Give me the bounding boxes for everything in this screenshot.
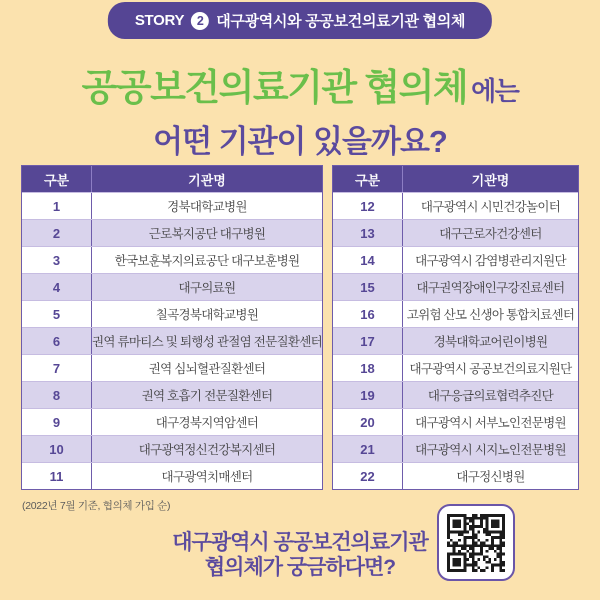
table-body [22,192,322,489]
footnote: (2022년 7월 기준, 협의체 가입 순) [22,500,171,512]
table-row [333,246,578,273]
table-row [333,300,578,327]
row-number: 10 [22,436,92,462]
institution-name: 경북대학교어린이병원 [433,335,548,349]
row-number: 19 [333,382,403,408]
qr-code [437,504,515,581]
table-row [22,462,322,489]
institution-name: 대구정신병원 [456,470,525,484]
institution-name: 대구광역시 감염병관리지원단 [415,254,566,268]
institution-table-left [21,165,323,490]
table-row [333,273,578,300]
institution-name: 대구광역정신건강복지센터 [138,443,276,457]
story-badge-prefix: STORY [134,12,185,29]
table-row [333,381,578,408]
page-title [0,57,600,161]
table-row [333,408,578,435]
row-number: 14 [333,247,403,273]
institution-name: 고위험 산모 신생아 통합치료센터 [406,308,575,322]
table-row [22,381,322,408]
institution-name: 권역 류마티스 및 퇴행성 관절염 전문질환센터 [92,335,322,349]
table-row [22,327,322,354]
row-number: 8 [22,382,92,408]
row-number: 5 [22,301,92,327]
title-highlight: 공공보건의료기관 협의체 [81,67,468,108]
story-badge-title: 대구광역시와 공공보건의료기관 협의체 [216,13,466,30]
table-row [22,192,322,219]
table-header-row [333,166,578,192]
story-number: 2 [196,13,204,28]
institution-name: 권역 심뇌혈관질환센터 [148,362,266,376]
story-badge [108,2,492,39]
row-number: 6 [22,328,92,354]
table-row [22,219,322,246]
row-number: 22 [333,463,403,489]
row-number: 20 [333,409,403,435]
table-header-row [22,166,322,192]
row-number: 18 [333,355,403,381]
institution-name: 대구근로자건강센터 [439,227,542,241]
institution-name: 대구광역시 시지노인전문병원 [415,443,566,457]
table-row [333,462,578,489]
row-number: 17 [333,328,403,354]
table-row [22,354,322,381]
column-header-name: 기관명 [188,172,226,188]
row-number: 11 [22,463,92,489]
institution-name: 대구광역시 공공보건의료지원단 [409,362,572,376]
institution-name: 대구의료원 [178,281,236,295]
institution-name: 대구경북지역암센터 [155,416,259,430]
cta-text [150,530,450,580]
cta-line-1: 대구광역시 공공보건의료기관 [172,531,428,554]
row-number: 4 [22,274,92,300]
institution-name: 권역 호흡기 전문질환센터 [141,389,273,403]
table-row [22,246,322,273]
title-line-1 [0,57,600,111]
row-number: 21 [333,436,403,462]
table-row [22,435,322,462]
institution-name: 근로복지공단 대구병원 [148,227,266,241]
row-number: 2 [22,220,92,246]
institution-name: 대구응급의료협력추진단 [427,389,554,403]
table-row [333,327,578,354]
qr-code-image [447,514,505,572]
column-header-no: 구분 [22,166,92,192]
table-row [22,408,322,435]
institution-name: 경북대학교병원 [167,200,247,214]
row-number: 15 [333,274,403,300]
table-row [22,273,322,300]
table-row [333,219,578,246]
institution-name: 대구광역치매센터 [161,470,253,484]
institution-name: 대구광역시 시민건강놀이터 [420,200,561,214]
table-row [333,192,578,219]
institution-name: 대구권역장애인구강진료센터 [416,281,565,295]
institution-table-right [332,165,579,490]
column-header-no: 구분 [333,166,403,192]
table-row [333,354,578,381]
table-row [22,300,322,327]
table-row [333,435,578,462]
column-header-name: 기관명 [471,172,510,188]
row-number: 9 [22,409,92,435]
row-number: 7 [22,355,92,381]
institution-name: 한국보훈복지의료공단 대구보훈병원 [114,254,300,268]
table-body [333,192,578,489]
row-number: 16 [333,301,403,327]
title-suffix: 에는 [471,76,519,106]
row-number: 1 [22,193,92,219]
institution-name: 칠곡경북대학교병원 [155,308,259,322]
story-number-icon [191,12,209,30]
row-number: 3 [22,247,92,273]
cta-line-2: 협의체가 궁금하다면? [204,556,396,579]
title-line-2: 어떤 기관이 있을까요? [153,124,447,159]
row-number: 13 [333,220,403,246]
institution-name: 대구광역시 서부노인전문병원 [415,416,566,430]
row-number: 12 [333,193,403,219]
tables-container [21,165,579,490]
